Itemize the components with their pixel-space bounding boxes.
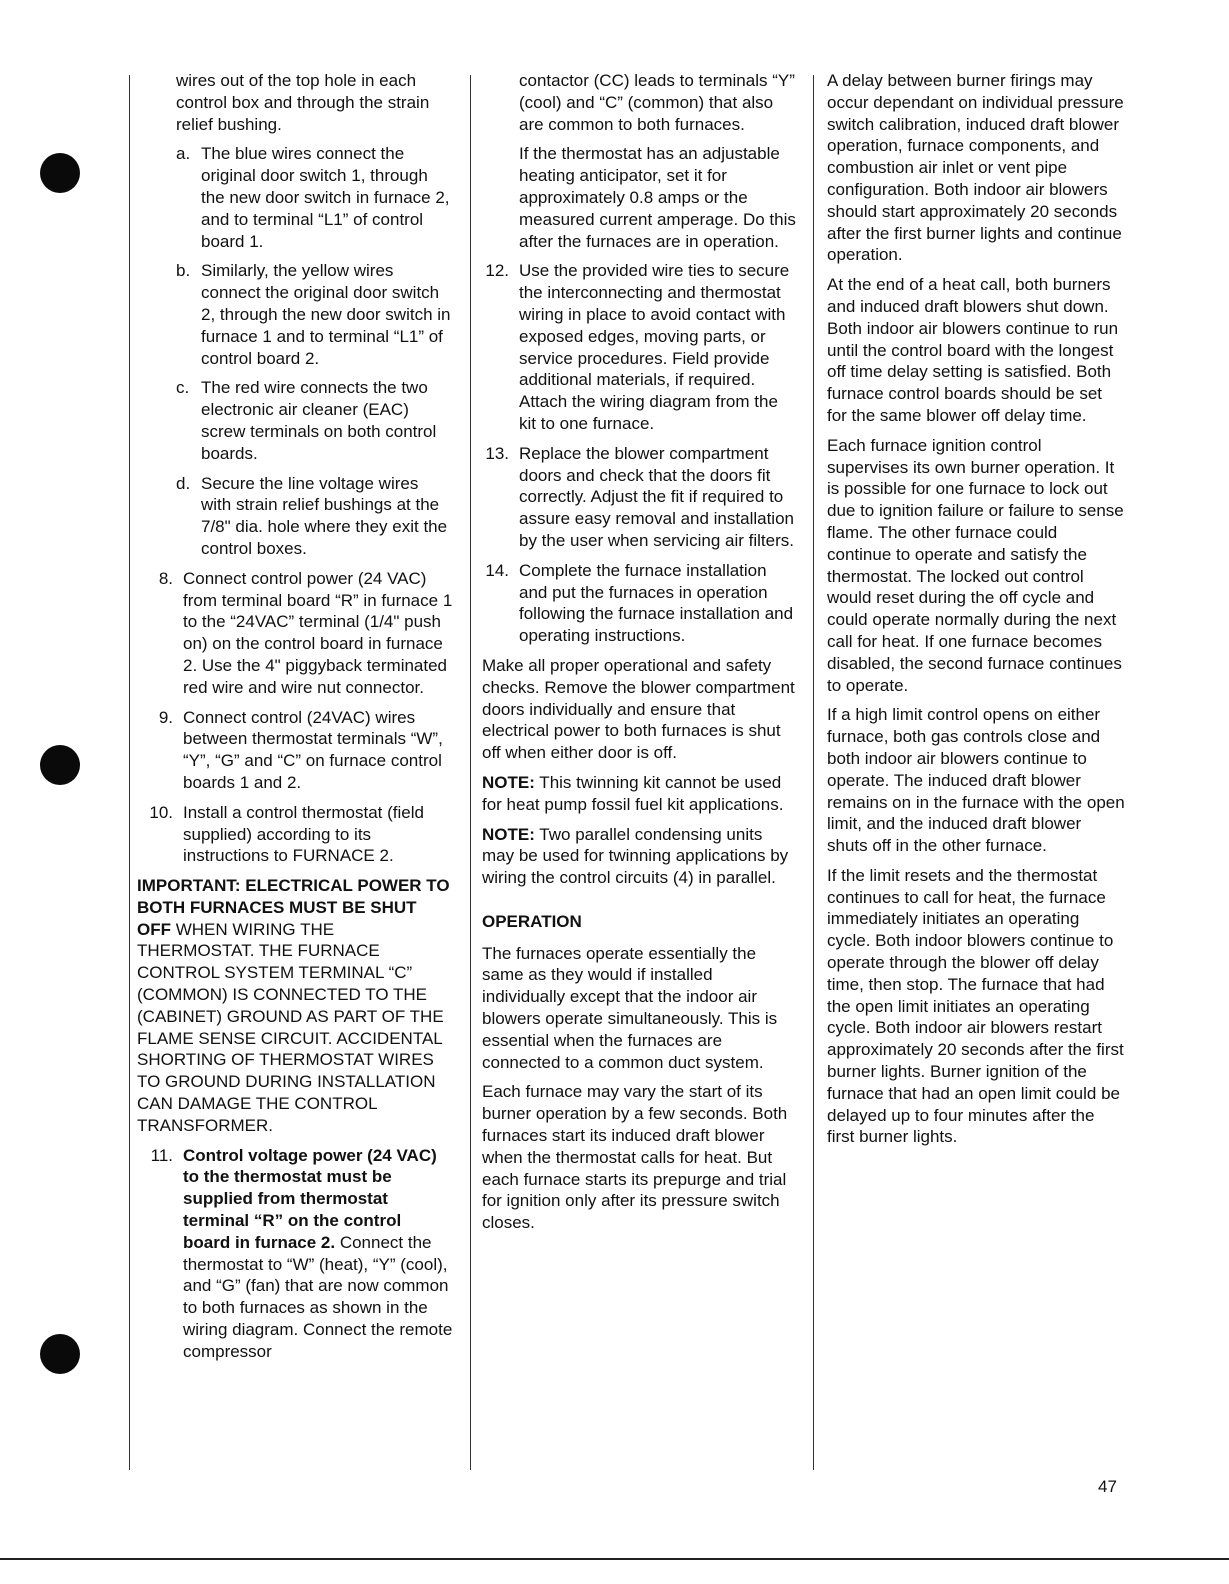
list-item-c: c. The red wire connects the two electronic air cleaner (EAC) screw terminals on both control boards. <box>176 378 437 463</box>
column-rule-center <box>470 75 471 1470</box>
column-3 <box>827 70 1125 1156</box>
paragraph-ignition-control: Each furnace ignition control supervises its own burner operation. It is possible for one furnace to lock out due to ignition failure or failure to sense flame. The other furnace could continue to operate and satisfy the thermostat. The locked out control would reset during the off cycle and could operate normally during the next call for heat. If one furnace becomes disabled, the second furnace continues to operate. <box>827 435 1124 695</box>
column-1 <box>137 70 453 1371</box>
list-item-13: 13. Replace the blower compartment doors and check that the doors fit correctly. Adjust the fit if required to assure easy removal and installation by the user when servicing air filters. <box>485 443 794 550</box>
list-item-d: d. Secure the line voltage wires with strain relief bushings at the 7/8" dia. hole where they exit the control boxes. <box>176 473 448 558</box>
section-heading-operation: OPERATION <box>482 911 582 931</box>
note-condensing-units: NOTE: Two parallel condensing units may be used for twinning applications by wiring the control circuits (4) in parallel. <box>482 824 789 888</box>
column-2 <box>482 70 798 1242</box>
list-item-a: a. The blue wires connect the original door switch 1, through the new door switch in furnace 2, and to terminal “L1” of control board 1. <box>176 144 450 251</box>
page-number: 47 <box>1098 1477 1117 1496</box>
list-item-10: 10. Install a control thermostat (field supplied) according to its instructions to FURNACE 2. <box>149 802 424 866</box>
column-rule-right <box>813 75 814 1470</box>
paragraph-operation-1: The furnaces operate essentially the same as they would if installed individually except that the indoor air blowers operate simultaneously. This is essential when the furnaces are connected to a common duct system. <box>482 943 778 1072</box>
paragraph-burner-delay: A delay between burner firings may occur dependant on individual pressure switch calibration, induced draft blower operation, furnace components, and combustion air inlet or vent pipe configuration. Both indoor air blowers should start approximately 20 seconds after the first burner lights and continue operation. <box>827 71 1124 265</box>
list-item-12: 12. Use the provided wire ties to secure the interconnecting and thermostat wiring in place to avoid contact with exposed edges, moving parts, or service procedures. Field provide additional materials, if required. Attach the wiring diagram from the kit to one furnace. <box>485 261 790 433</box>
binder-hole-middle <box>40 745 80 785</box>
binder-hole-bottom <box>40 1334 80 1374</box>
bottom-rule <box>0 1558 1229 1560</box>
column-rule-left <box>129 75 130 1470</box>
list-item-11: 11. Control voltage power (24 VAC) to the thermostat must be supplied from thermostat terminal “R” on the control board in furnace 2. Connect the thermostat to “W” (heat), “Y” (cool), and “G” (fan) that are now common to both furnaces as shown in the wiring diagram. Connect the remote compressor <box>150 1145 453 1361</box>
list-item-8: 8. Connect control power (24 VAC) from terminal board “R” in furnace 1 to the “24VAC” terminal (1/4" push on) on the control board in furnace 2. Use the 4" piggyback terminated red wire and wire nut connector. <box>158 568 453 697</box>
paragraph-heat-call-end: At the end of a heat call, both burners and induced draft blowers shut down. Both indoor air blowers continue to run until the control board with the longest off time delay setting is satisfied. Both furnace control boards should be set for the same blower off delay time. <box>827 275 1119 425</box>
paragraph-limit-reset: If the limit resets and the thermostat continues to call for heat, the furnace immediately initiates an operating cycle. Both indoor blowers continue to operate through the blower off delay time, then stop. The furnace that had the open limit initiates an operating cycle. Both indoor air blowers restart approximately 20 seconds after the first burner lights. Burner ignition of the furnace that had an open limit could be delayed up to four minutes after the first burner lights. <box>827 865 1124 1147</box>
paragraph-continued: contactor (CC) leads to terminals “Y” (cool) and “C” (common) that also are common to both furnaces. <box>519 71 795 134</box>
paragraph-intro: wires out of the top hole in each control box and through the strain relief bushing. <box>176 71 430 134</box>
binder-hole-top <box>40 153 80 193</box>
important-warning: IMPORTANT: ELECTRICAL POWER TO BOTH FURNACES MUST BE SHUT OFF WHEN WIRING THE THERMOSTAT. THE FURNACE CONTROL SYSTEM TERMINAL “C” (COMMON) IS CONNECTED TO THE (CABINET) GROUND AS PART OF THE FLAME SENSE CIRCUIT. ACCIDENTAL SHORTING OF THERMOSTAT WIRES TO GROUND DURING INSTALLATION CAN DAMAGE THE CONTROL TRANSFORMER. <box>137 876 450 1135</box>
paragraph-anticipator: If the thermostat has an adjustable heating anticipator, set it for approximately 0.8 amps or the measured current amperage. Do this after the furnaces are in operation. <box>519 144 796 251</box>
paragraph-safety-checks: Make all proper operational and safety checks. Remove the blower compartment doors individually and ensure that electrical power to both furnaces is shut off when either door is off. <box>482 655 795 763</box>
paragraph-high-limit: If a high limit control opens on either furnace, both gas controls close and both indoor air blowers continue to operate. The induced draft blower remains on in the furnace with the open limit, and the induced draft blower shuts off in the other furnace. <box>827 705 1125 856</box>
note-heat-pump: NOTE: This twinning kit cannot be used for heat pump fossil fuel kit applications. <box>482 772 784 814</box>
paragraph-operation-2: Each furnace may vary the start of its burner operation by a few seconds. Both furnaces start its induced draft blower when the thermostat calls for heat. But each furnace starts its prepurge and trial for ignition only after its pressure switch closes. <box>482 1082 788 1233</box>
list-item-14: 14. Complete the furnace installation and put the furnaces in operation following the furnace installation and operating instructions. <box>485 560 794 646</box>
list-item-b: b. Similarly, the yellow wires connect the original door switch 2, through the new door switch in furnace 1 and to terminal “L1” of control board 2. <box>176 261 451 368</box>
list-item-9: 9. Connect control (24VAC) wires between thermostat terminals “W”, “Y”, “G” and “C” on furnace control boards 1 and 2. <box>158 707 443 792</box>
